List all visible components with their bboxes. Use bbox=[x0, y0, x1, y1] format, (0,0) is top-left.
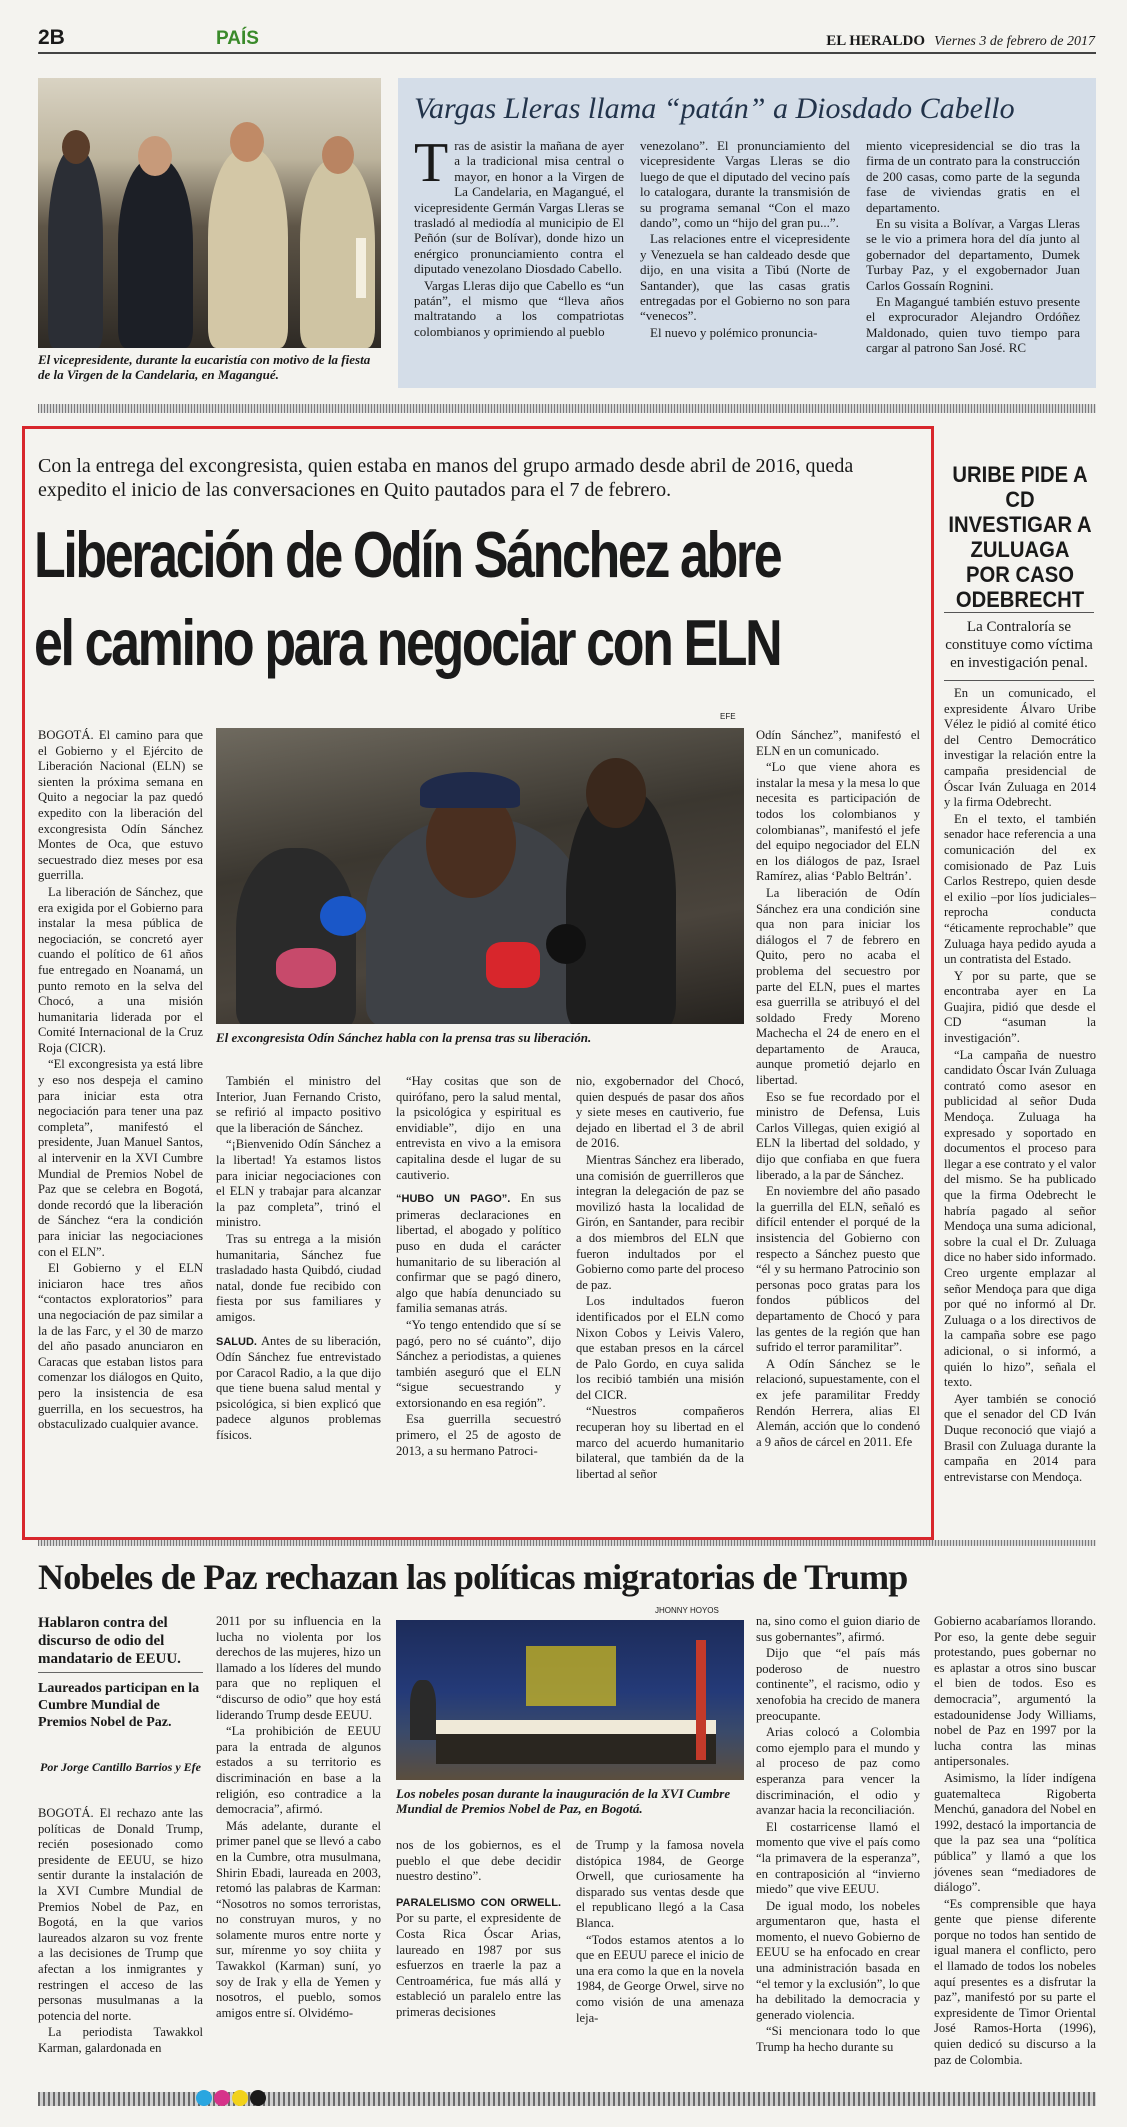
paragraph: “¡Bienvenido Odín Sánchez a la libertad! Ya estamos listos para iniciar negociaciones con el ELN y trabajar para alcanzar la paz completa”, trinó el ministro. bbox=[216, 1137, 381, 1230]
bottom-byline: Por Jorge Cantillo Barrios y Efe bbox=[39, 1760, 201, 1774]
registration-mark-black bbox=[250, 2090, 266, 2106]
paragraph: De igual modo, los nobeles argumentaron que, hasta el momento, el nuevo Gobierno de EEUU se ha enfocado en crear una administración basada en “el temor y la exclusión”, lo que ha debilitado la democracia y generado violencia. bbox=[756, 1898, 920, 2022]
side-headline: URIBE PIDE A CD INVESTIGAR A ZULUAGA POR CASO ODEBRECHT bbox=[948, 462, 1092, 612]
paragraph: En Magangué también estuvo presente el exprocurador Alejandro Ordóñez Maldonado, quien tuvo tiempo para cargar al patrono San José. RC bbox=[866, 294, 1080, 356]
paragraph: La liberación de Sánchez, que era exigida por el Gobierno para instalar la mesa pública de negociación, se concretó ayer cuando el político de 61 años fue entregado en Noanamá, un punto remoto en la selva del Chocó, a una misión humanitaria liderada por el Comité Internacional de la Cruz Roja (CICR). bbox=[38, 884, 203, 1055]
paragraph: miento vicepresidencial se dio tras la firma de un contrato para la construcción de 200 casas, como parte de la segunda fase de viviendas gratis en el departamento. bbox=[866, 138, 1080, 215]
paragraph: La liberación de Odín Sánchez era una condición sine qua non para iniciar los diálogos el 7 de febrero en Quito, pero no acaba el problema del secuestro por parte del ELN, pues el martes esa guerrilla se atribuyó el del soldado Fredy Moreno Machecha el 24 de enero en el departamento de Arauca, aunque prometió dejarlo en libertad. bbox=[756, 885, 920, 1088]
registration-mark-magenta bbox=[214, 2090, 230, 2106]
paragraph: venezolano”. El pronunciamiento del vicepresidente Vargas Lleras se dio luego de que el diputado del vecino país lo catalogara, durante la transmisión de su programa semanal “Con el mazo dando”, como un “hijo del gran pu...”. bbox=[640, 138, 850, 231]
paragraph: “La campaña de nuestro candidato Óscar Iván Zuluaga contrató como asesor en publicidad al señor Duda Mendoça. Zuluaga ha expresado y soportado en documentos el proceso para llegar a ese contrato y el valor del mismo. Se ha publicado que la firma Odebrecht le habría pagado al señor Mendoça una suma adicional, sobre la cual el Dr. Zuluaga dice no haber sido informado. Creo urgente emplazar al señor Mendoça para que diga por qué no informó al Dr. Zuluaga o a los directivos de la campaña sobre ese pago adicional, o si informó, a quién lo hizo”, señala el texto. bbox=[944, 1047, 1096, 1390]
paragraph: El nuevo y polémico pronuncia- bbox=[650, 324, 818, 340]
page-number: 2B bbox=[38, 26, 65, 49]
main-col-4 bbox=[576, 1074, 744, 1483]
paragraph: Más adelante, durante el primer panel que se llevó a cabo en la Cumbre, otra musulmana, Shirin Ebadi, laureada en 2003, retomó las palabras de Karman: “Nosotros no somos terroristas, no construyan muros, y no solamente muros entre norte y sur, mírenme yo soy chiita y Tawakkol (Karman) suní, yo soy de Irak y ella de Yemen y nosotros, el pueblo, somos amigos entre sí. Olvidémo- bbox=[216, 1818, 381, 2020]
side-rule-2 bbox=[944, 680, 1094, 681]
main-col-5 bbox=[756, 728, 920, 1451]
paragraph: BOGOTÁ. El camino para que el Gobierno y el Ejército de Liberación Nacional (ELN) se sienten la próxima semana en Quito a negociar la paz quedó expedito con la liberación del excongresista Odín Sánchez Montes de Oca, que estuvo secuestrado diez meses por esa guerrilla. bbox=[38, 728, 203, 883]
paragraph: Gobierno acabaríamos llorando. Por eso, la gente debe seguir protestando, pues gobernar no es aplastar a otros sino buscar el bien de todos. Eso es democracia”, argumentó la estadounidense Jody Williams, nobel de Paz en 1997 por la lucha contra las minas antipersonales. bbox=[934, 1614, 1096, 1769]
main-col-2 bbox=[216, 1074, 381, 1445]
top-story-col-2 bbox=[640, 138, 850, 341]
paragraph: Odín Sánchez”, manifestó el ELN en un comunicado. bbox=[756, 728, 920, 758]
paragraph: Dijo que “el país más poderoso de nuestro continente”, el racismo, odio y xenofobia ha crecido de manera preocupante. bbox=[756, 1646, 920, 1723]
registration-mark-yellow bbox=[232, 2090, 248, 2106]
masthead: EL HERALDO bbox=[826, 33, 926, 49]
paragraph: “Lo que viene ahora es instalar la mesa y la mesa lo que necesita es participación de todos los colombianos y colombianas”, manifestó el jefe del equipo negociador del ELN en los diálogos de paz, Israel Ramírez, alias ‘Pablo Beltrán’. bbox=[756, 760, 920, 884]
side-rule-1 bbox=[944, 612, 1094, 613]
paragraph: “Es comprensible que haya gente que piense diferente porque no todos han sentido de igual manera el conflicto, pero el llamado de todos los nobeles aquí presentes es a disfrutar la paz”, manifestó por su parte el expresidente de Timor Oriental José Ramos-Horta (1996), quien dedicó su discurso a la paz de Colombia. bbox=[934, 1896, 1096, 2067]
paragraph: Mientras Sánchez era liberado, una comisión de guerrilleros que integran la delegación de paz se movilizó hasta la localidad de Girón, en Santander, para recibir a dos miembros del ELN que fueron indultados por el Gobierno como parte del proceso de paz. bbox=[576, 1152, 744, 1292]
paragraph: A Odín Sánchez se le relacionó, supuestamente, con el ex jefe paramilitar Freddy Rendón Herrera, alias El Alemán, acción que lo condenó a 9 años de cárcel en 2011. Efe bbox=[756, 1356, 921, 1449]
paragraph: En sus primeras declaraciones en libertad, el abogado y político puso en duda el carácter humanitario de su liberación al confirmar que se pagó dinero, algo que había denunciado su familia semanas atrás. bbox=[396, 1191, 561, 1316]
paragraph: Eso se fue recordado por el ministro de Defensa, Luis Carlos Villegas, quien exigió al ELN la libertad del soldado, y dijo que confiaba en que fuera liberado, a la par de Sánchez. bbox=[756, 1089, 920, 1182]
paragraph: na, sino como el guion diario de sus gobernantes”, afirmó. bbox=[756, 1614, 920, 1644]
nobel-photo-credit: JHONNY HOYOS bbox=[655, 1606, 719, 1615]
paragraph: Las relaciones entre el vicepresidente y Venezuela se han caldeado desde que dijo, en una visita a Tibú (Norte de Santander), que las casas gratis entregadas por el Gobierno no son para “venecos”. bbox=[640, 231, 850, 324]
paragraph: Arias colocó a Colombia como ejemplo para el mundo y al proceso de paz como esperanza para vencer la discriminación, el odio y avanzar hacia la reconciliación. bbox=[756, 1725, 920, 1818]
subhead-salud: SALUD. bbox=[216, 1335, 257, 1348]
paragraph: “Yo tengo entendido que sí se pagó, pero no sé cuánto”, dijo Sánchez a periodistas, a quienes también aseguró que el ELN “sigue secuestrando y extorsionando en esa región”. bbox=[396, 1317, 561, 1410]
main-headline-line-1: Liberación de Odín Sánchez abre bbox=[34, 518, 781, 591]
paragraph: 2011 por su influencia en la lucha no violenta por los derechos de las mujeres, hizo un llamado a los líderes del mundo para que no repliquen el “discurso de odio” que hoy está liderando Trump desde EEUU. bbox=[216, 1614, 381, 1722]
header-rule bbox=[38, 52, 1096, 54]
subhead-paragraph bbox=[216, 1334, 381, 1444]
top-story-col-3 bbox=[866, 138, 1080, 357]
main-headline-line-2: el camino para negociar con ELN bbox=[34, 606, 781, 679]
paragraph: BOGOTÁ. El rechazo ante las políticas de Donald Trump, recién posesionado como presidente de EEUU, se hizo sentir durante la instalación de la XVI Cumbre Mundial de Premios Nobel de Paz, en Bogotá, en la que varios laureados alzaron su voz frente a las decisiones de Trump que afectan a los inmigrantes y restringen el acceso de las personas musulmanas a la potencia del norte. bbox=[38, 1806, 203, 2023]
bottom-deck-2: Laureados participan en la Cumbre Mundial de Premios Nobel de Paz. bbox=[38, 1681, 200, 1730]
bottom-col-5 bbox=[756, 1614, 920, 2057]
paragraph: Vargas Lleras dijo que Cabello es “un patán”, el mismo que “lleva años maltratando a los compatriotas colombianos y oprimiendo al pueblo bbox=[414, 277, 624, 339]
paragraph: El Gobierno y el ELN iniciaron hace tres años “contactos exploratorios” para una negociación de paz similar a la de las Farc, y el 30 de marzo del año pasado anunciaron en Caracas que estaban listos para comenzar los diálogos en Quito, pero la insistencia de esa guerrilla, en los secuestros, ha obstaculizado cualquier avance. bbox=[38, 1261, 203, 1432]
vp-photo-caption: El vicepresidente, durante la eucaristía con motivo de la fiesta de la Virgen de la Candelaria, en Magangué. bbox=[38, 352, 371, 382]
main-photo-credit: EFE bbox=[720, 712, 736, 721]
paragraph: Por su parte, el expresidente de Costa Rica Óscar Arias, laureado en 1987 por sus esfuerzos en traerle la paz a Centroamérica, fue más allá y estableció un paralelo entre las primeras decisiones bbox=[396, 1911, 561, 2019]
bottom-headline: Nobeles de Paz rechazan las políticas migratorias de Trump bbox=[38, 1557, 908, 1597]
top-story-col-1 bbox=[414, 132, 624, 340]
registration-mark-cyan bbox=[196, 2090, 212, 2106]
paragraph: nos de los gobiernos, es el pueblo el que debe decidir nuestro destino”. bbox=[396, 1838, 561, 1884]
main-col-1 bbox=[38, 728, 203, 1434]
main-col-3 bbox=[396, 1074, 561, 1460]
paragraph: En el texto, el también senador hace referencia a una comunicación del ex comisionado de Paz Luis Carlos Restrepo, quien desde el exilio –por líos judiciales– reprocha conducta “éticamente reprochable” que Zuluaga haya pedido ayuda a un contratista del Estado. bbox=[944, 811, 1096, 967]
section-divider-bottom bbox=[38, 1540, 1096, 1546]
paragraph: de Trump y la famosa novela distópica 1984, de George Orwell, que curiosamente ha disparado sus ventas desde que el republicano llegó a la Casa Blanca. bbox=[576, 1838, 744, 1930]
subhead-paragraph bbox=[396, 1895, 561, 2021]
vice-president-photo bbox=[38, 78, 381, 348]
subhead-paragraph bbox=[396, 1191, 561, 1317]
top-story-headline: Vargas Lleras llama “patán” a Diosdado Cabello bbox=[414, 92, 1015, 125]
bottom-col-2 bbox=[216, 1614, 381, 2022]
bottom-col-1 bbox=[38, 1806, 203, 2058]
nobel-photo-caption: Los nobeles posan durante la inauguración de la XVI Cumbre Mundial de Premios Nobel de Paz, en Bogotá. bbox=[396, 1786, 731, 1816]
main-story-kicker: Con la entrega del excongresista, quien estaba en manos del grupo armado desde abril de 2016, queda expedito el inicio de las conversaciones en Quito pautados para el 7 de febrero. bbox=[38, 455, 854, 501]
side-deck: La Contraloría se constituye como víctima en investigación penal. bbox=[945, 619, 1093, 671]
paragraph: ras de asistir la mañana de ayer a la tradicional misa central o mayor, en honor a la Virgen de La Candelaria, en Magangué, el vicepresidente Germán Vargas Lleras se trasladó al mediodía al municipio de El Peñón (sur de Bolívar), donde hizo un enérgico pronunciamiento contra el diputado venezolano Diosdado Cabello. bbox=[414, 138, 624, 277]
paragraph: “La prohibición de EEUU para la entrada de algunos estados a su territorio es discriminación en base a la religión, eso contradice a la democracia”, afirmó. bbox=[216, 1724, 381, 1817]
paragraph: “Nuestros compañeros recuperan hoy su libertad en el marco del acuerdo humanitario bilateral, que también da de la libertad al señor bbox=[576, 1404, 744, 1481]
paragraph: “El excongresista ya está libre y eso nos despeja el camino para iniciar esta otra negociación para tener una paz completa”, manifestó el presidente, Juan Manuel Santos, al intervenir en la XVI Cumbre Mundial de Premios Nobel de Paz que se celebra en Bogotá, donde recordó que la liberación de Sánchez “era la condición para iniciar las negociaciones con el ELN”. bbox=[38, 1057, 203, 1259]
issue-date: Viernes 3 de febrero de 2017 bbox=[934, 34, 1095, 49]
paragraph: “Hay cositas que son de quirófano, pero la salud mental, la psicológica y espiritual es envidiable”, dijo en una entrevista en vivo a la emisora capitalina desde el lugar de su cautiverio. bbox=[396, 1074, 561, 1182]
paragraph: En noviembre del año pasado la guerrilla del ELN, señaló es difícil entender el porqué de la insistencia del Gobierno con respecto a Sánchez puesto que “él y su hermano Patrocinio son personas poco gratas para los fondos públicos del departamento de Chocó y para las gentes de la región que han sufrido el terror paramilitar”. bbox=[756, 1184, 920, 1355]
paragraph: También el ministro del Interior, Juan Fernando Cristo, se refirió al impacto positivo que la liberación de Sánchez. bbox=[216, 1074, 381, 1135]
section-label: PAÍS bbox=[216, 28, 259, 49]
paragraph: Tras su entrega a la misión humanitaria, Sánchez fue trasladado hasta Quibdó, ciudad natal, donde fue recibido con fiesta por sus familiares y amigos. bbox=[216, 1231, 381, 1324]
subhead-pago: “HUBO UN PAGO”. bbox=[396, 1193, 511, 1206]
odin-sanchez-photo bbox=[216, 728, 744, 1024]
paragraph: En su visita a Bolívar, a Vargas Lleras se le vio a primera hora del día junto al gobernador del departamento, Dumek Turbay Paz, y el exgobernador Juan Carlos Gossaín Rognini. bbox=[866, 216, 1080, 293]
paragraph: Y por su parte, que se encontraba ayer en La Guajira, pidió que desde el CD “asuman la investigación”. bbox=[944, 968, 1096, 1046]
paragraph: Ayer también se conoció que el senador del CD Iván Duque reconoció que viajó a Brasil con Zuluaga durante la campaña en 2014 para entrevistarse con Mendoça. bbox=[944, 1391, 1096, 1484]
bottom-col-6 bbox=[934, 1614, 1096, 2069]
paragraph: “Todos estamos atentos a lo que en EEUU parece el inicio de una era como la que en la novela 1984, de George Orwel, sirve no como visión de una amenaza leja- bbox=[576, 1932, 744, 2025]
paragraph: Esa guerrilla secuestró primero, el 25 de agosto de 2013, a su hermano Patroci- bbox=[396, 1412, 561, 1458]
main-photo-caption: El excongresista Odín Sánchez habla con la prensa tras su liberación. bbox=[216, 1030, 592, 1045]
paragraph: En un comunicado, el expresidente Álvaro Uribe Vélez le pidió al comité ético del Centro Democrático investigar la relación entre la campaña presidencial de Óscar Iván Zuluaga en 2014 y la firma Odebrecht. bbox=[944, 686, 1096, 810]
paragraph: Los indultados fueron identificados por el ELN como Nixon Cobos y Leivis Valero, que estaban presos en la cárcel de Palo Gordo, en cuya salida los recibió también una misión del CICR. bbox=[576, 1294, 744, 1402]
bottom-col-4 bbox=[576, 1838, 744, 2027]
paragraph: Asimismo, la líder indígena guatemalteca Rigoberta Menchú, ganadora del Nobel en 1992, destacó la importancia de que la paz sea una “política pública” y llamó a que los jóvenes sean “mediadores de diálogo”. bbox=[934, 1770, 1096, 1895]
drop-cap: T bbox=[414, 132, 449, 194]
nobel-photo bbox=[396, 1620, 744, 1780]
paragraph: “Si mencionara todo lo que Trump ha hecho durante su bbox=[756, 2024, 920, 2055]
bottom-deck-rule bbox=[38, 1672, 203, 1673]
paragraph: Antes de su liberación, Odín Sánchez fue entrevistado por Caracol Radio, a la que dijo que tiene buena salud mental y psicológica, si bien explicó que padece algunos problemas físicos. bbox=[216, 1333, 381, 1443]
paragraph: La periodista Tawakkol Karman, galardonada en bbox=[38, 2025, 203, 2055]
bottom-col-3 bbox=[396, 1838, 561, 2022]
bottom-deck-1: Hablaron contra del discurso de odio del mandatario de EEUU. bbox=[38, 1615, 181, 1667]
paragraph: El costarricense llamó el momento que vive el país como “la primavera de la esperanza”, en contraposición al “invierno miedo” que vive EEUU. bbox=[756, 1819, 920, 1897]
masthead-block bbox=[740, 30, 1095, 50]
side-body bbox=[944, 686, 1096, 1486]
subhead-orwell: PARALELISMO CON ORWELL. bbox=[396, 1896, 561, 1909]
section-divider-top bbox=[38, 404, 1096, 413]
paragraph: nio, exgobernador del Chocó, quien después de pasar dos años y siete meses en cautiverio, fue dejado en libertad el 3 de abril de 2016. bbox=[576, 1074, 744, 1151]
